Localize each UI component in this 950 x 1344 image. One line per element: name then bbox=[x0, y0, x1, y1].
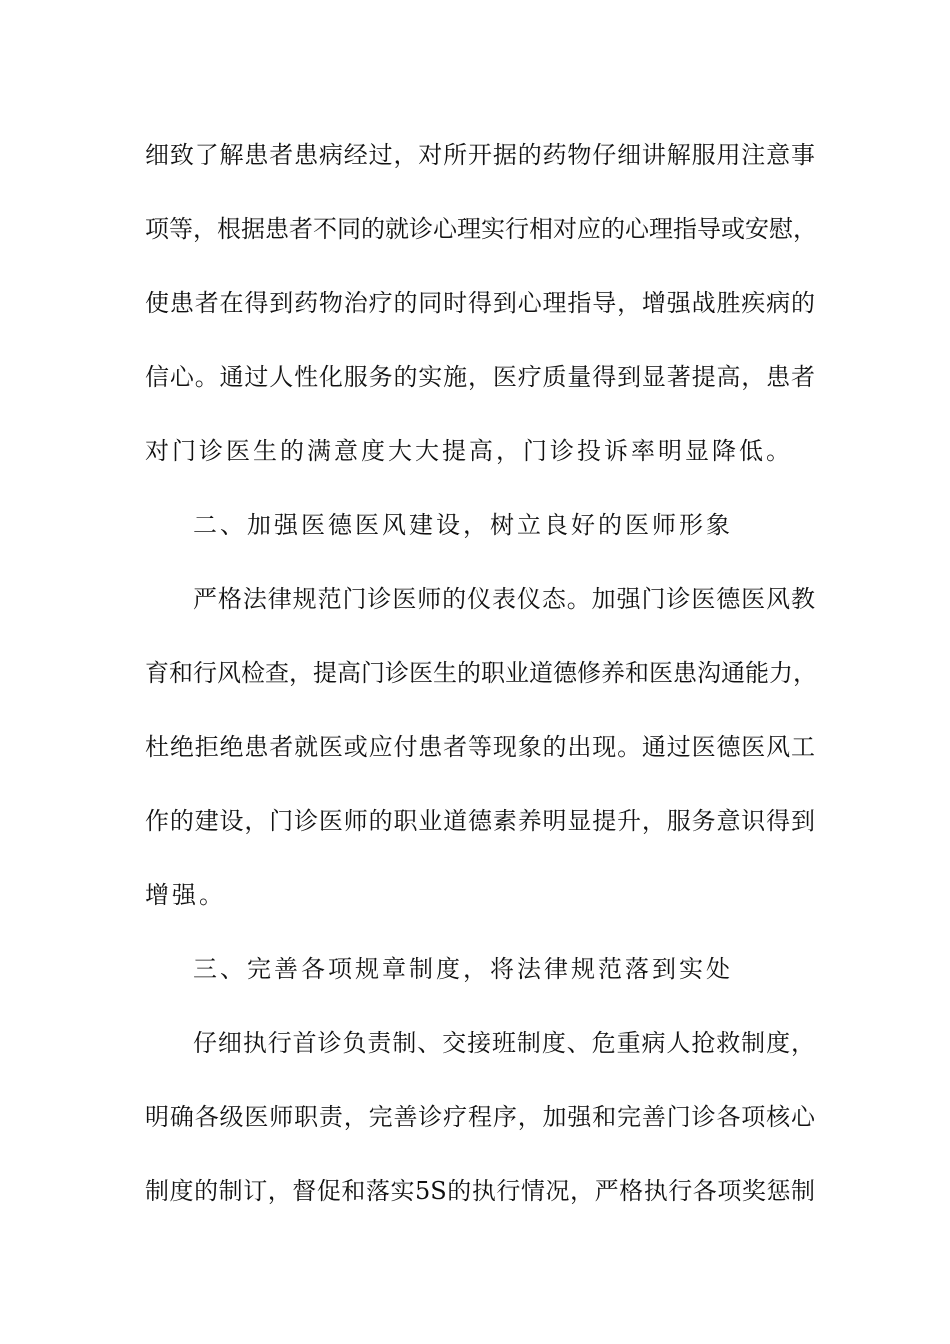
paragraph-line: 仔细执行首诊负责制、交接班制度、危重病人抢救制度， bbox=[193, 1029, 815, 1057]
section-heading: 三、完善各项规章制度，将法律规范落到实处 bbox=[193, 955, 733, 983]
paragraph-line: 作的建设，门诊医师的职业道德素养明显提升，服务意识得到 bbox=[145, 807, 815, 835]
paragraph-line: 使患者在得到药物治疗的同时得到心理指导，增强战胜疾病的 bbox=[145, 289, 815, 317]
paragraph-line: 严格法律规范门诊医师的仪表仪态。加强门诊医德医风教 bbox=[193, 585, 815, 613]
paragraph-line: 对门诊医生的满意度大大提高，门诊投诉率明显降低。 bbox=[145, 437, 793, 465]
paragraph-line: 增强。 bbox=[145, 881, 226, 909]
paragraph-line: 项等，根据患者不同的就诊心理实行相对应的心理指导或安慰， bbox=[145, 215, 817, 243]
paragraph-line: 细致了解患者患病经过，对所开据的药物仔细讲解服用注意事 bbox=[145, 141, 815, 169]
paragraph-line: 明确各级医师职责，完善诊疗程序，加强和完善门诊各项核心 bbox=[145, 1103, 815, 1131]
paragraph-line: 育和行风检查，提高门诊医生的职业道德修养和医患沟通能力， bbox=[145, 659, 817, 687]
paragraph-line: 信心。通过人性化服务的实施，医疗质量得到显著提高，患者 bbox=[145, 363, 815, 391]
section-heading: 二、加强医德医风建设，树立良好的医师形象 bbox=[193, 511, 733, 539]
paragraph-line: 制度的制订，督促和落实5S的执行情况，严格执行各项奖惩制 bbox=[145, 1177, 815, 1205]
paragraph-line: 杜绝拒绝患者就医或应付患者等现象的出现。通过医德医风工 bbox=[145, 733, 815, 761]
